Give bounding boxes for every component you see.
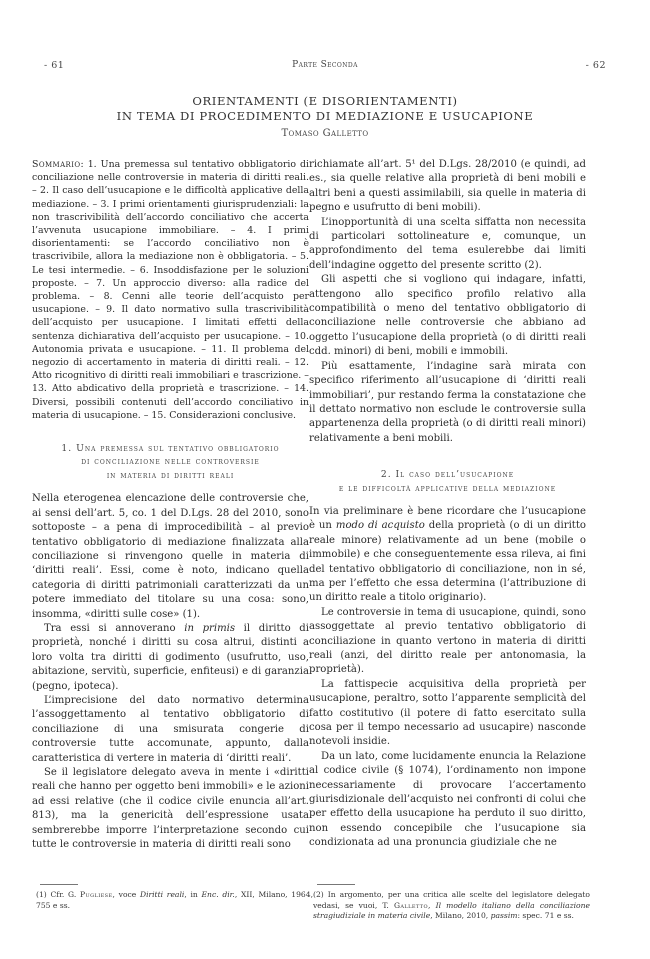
paragraph: La fattispecie acquisitiva della proprietà per usucapione, peraltro, sotto l’apparente semplicità del fatto costitutivo (il potere di fatto esercitato sulla cosa per il tempo necessario ad usucapire) nasconde notevoli insidie.	[309, 678, 586, 748]
text-run: ,	[427, 900, 436, 910]
paragraph: Più esattamente, l’indagine sarà mirata con specifico riferimento all’usucapione di ‘diritti reali immobiliari’, pur restando ferma la constatazione che il dettato normativo non esclude le controversie sulla appartenenza della proprietà (o di diritti reali minori) relativamente a beni mobili.	[309, 360, 586, 444]
emphasis: Enc. dir.	[201, 890, 235, 899]
paragraph: Le controversie in tema di usucapione, quindi, sono assoggettate al previo tentativo obbligatorio di conciliazione in quanto vertono in materia di diritti reali (anzi, del diritto reale per antonomasia, la proprietà).	[309, 606, 586, 676]
paragraph: Se il legislatore delegato aveva in mente i «diritti reali che hanno per oggetto beni immobili» e le azioni ad essi relative (che il codice civile enuncia all’art. 813), ma la genericità dell’espressione usata sembrerebbe imporre l’interpretazione secondo cui tutte le controversie in materia di diritti reali sono	[32, 767, 309, 851]
text-run: In via preliminare è bene ricordare che l’usucapione è un	[309, 505, 586, 532]
paragraph	[32, 622, 309, 694]
text-run: (1) Cfr. G.	[36, 890, 80, 899]
paragraph: Nella eterogenea elencazione delle controversie che, ai sensi dell’art. 5, co. 1 del D.Lgs. 28 del 2010, sono sottoposte – a pena di improcedibilità – al previo tentativo obbligatorio di mediazione finalizzata alla conciliazione si rinvengono quelle in materia di ‘diritti reali’. Essi, come è noto, indicano quella categoria di diritti patrimoniali caratterizzati da un potere immediato del titolare su una cosa: sono, insomma, «diritti sulle cose» (1).	[32, 493, 309, 620]
title-line-2: IN TEMA DI PROCEDIMENTO DI MEDIAZIONE E USUCAPIONE	[116, 109, 534, 123]
text-run: (2) In argomento, per una critica alle scelte del legislatore delegato vedasi, se vuoi, T.	[313, 890, 590, 910]
author-name: Pugliese	[79, 890, 113, 899]
author: Tomaso Galletto	[281, 128, 369, 139]
text-run: , XII, Milano, 1964, 755 e ss.	[36, 890, 314, 910]
heading-1-line-1: 1. Una premessa sul tentativo obbligatorio	[61, 443, 280, 455]
emphasis: modo di acquisto	[335, 520, 425, 532]
text-run: il diritto di proprietà, nonché i diritti su cosa altrui, distinti a loro volta tra diritti di godimento (usufrutto, uso, abitazione, servitù, superficie, enfiteusi) e di garanzia (pegno, ipoteca).	[32, 622, 309, 692]
heading-1-line-3: in materia di diritti reali	[106, 469, 235, 481]
section-heading-1	[32, 442, 309, 482]
page-number-right: - 62	[585, 60, 606, 71]
paragraph: Da un lato, come lucidamente enuncia la Relazione al codice civile (§ 1074), l’ordinamento non impone necessariamente di provocare l’accertamento giurisdizionale dell’acquisto nei confronti di colui che per effetto della usucapione ha perduto il suo diritto, non essendo concepibile che l’usucapione sia condizionata ad una pronuncia giudiziale che ne	[309, 750, 586, 849]
heading-2-line-2: e le difficoltà applicative della mediazione	[338, 482, 557, 494]
paragraph: L’imprecisione del dato normativo determina l’assoggettamento al tentativo obbligatorio di conciliazione di una smisurata congerie di controversie tutte accomunate, appunto, dalla caratteristica di vertere in materia di ‘diritti reali’.	[32, 694, 309, 764]
right-column	[309, 158, 586, 851]
text-run: , Milano, 2010,	[430, 911, 491, 921]
heading-1-line-2: di conciliazione nelle controversie	[81, 456, 260, 468]
title-line-1: ORIENTAMENTI (E DISORIENTAMENTI)	[192, 94, 458, 108]
paragraph	[309, 505, 586, 606]
author-name: Galletto	[393, 900, 428, 910]
text-run: Tra essi si annoverano	[44, 622, 185, 634]
summary-text: : 1. Una premessa sul tentativo obbligatorio di conciliazione nelle controversie in materia di diritti reali. – 2. Il caso dell’usucapione e le difficoltà applicative della mediazione. – 3. I primi orientamenti giurisprudenziali: la non trascrivibilità dell’accordo conciliativo che accerta l’avvenuta usucapione immobiliare. – 4. I primi disorientamenti: se l’accordo conciliativo non è trascrivibile, allora la mediazione non è obbligatoria. – 5. Le tesi intermedie. – 6. Insoddisfazione per le soluzioni proposte. – 7. Un approccio diverso: alla radice del problema. – 8. Cenni alle teorie dell’acquisto per usucapione. – 9. Il dato normativo sulla trascrivibilità dell’acquisto per usucapione. I limitati effetti della sentenza dichiarativa dell’acquisto per usucapione. – 10. Autonomia privata e usucapione. – 11. Il problema del negozio di accertamento in materia di diritti reali. – 12. Atto ricognitivo di diritti reali immobiliari e trascrizione. – 13. Atto abdicativo della proprietà e trascrizione. – 14. Diversi, possibili contenuti dell’accordo conciliativo in materia di usucapione. – 15. Considerazioni conclusive.	[32, 159, 309, 421]
summary-label: Sommario	[32, 159, 81, 170]
footnote-1	[36, 890, 313, 911]
footnote-divider	[317, 884, 355, 885]
text-run: : spec. 71 e ss.	[517, 911, 574, 921]
footnote-2	[313, 890, 590, 922]
emphasis: in primis	[184, 622, 236, 634]
paragraph: L’inopportunità di una scelta siffatta non necessita di particolari sottolineature e, comunque, un approfondimento del tema esulerebbe dai limiti dell’indagine oggetto del presente scritto (2).	[309, 216, 586, 271]
text-run: , voce	[112, 890, 140, 899]
section-heading-2	[309, 468, 586, 495]
paragraph: richiamate all’art. 5¹ del D.Lgs. 28/2010 (e quindi, ad es., sia quelle relative alla proprietà di beni mobili e altri beni a questi assimilabili, sia quelle in materia di pegno e usufrutto di beni mobili).	[309, 159, 586, 214]
summary	[32, 158, 309, 422]
text-run: , in	[184, 890, 202, 899]
emphasis: Il modello italiano della conciliazione stragiudiziale in materia civile	[313, 900, 591, 921]
paragraph: Gli aspetti che si vogliono qui indagare, infatti, attengono allo specifico profilo relativo alla compatibilità o meno del tentativo obbligatorio di conciliazione nelle controversie che abbiano ad oggetto l’usucapione della proprietà (o di diritti reali cdd. minori) di beni, mobili e immobili.	[309, 274, 586, 358]
page-number-left: - 61	[44, 60, 65, 71]
running-header: Parte Seconda	[292, 60, 358, 70]
article-title	[60, 94, 590, 124]
emphasis: passim	[490, 911, 518, 921]
heading-2-line-1: 2. Il caso dell’usucapione	[380, 469, 515, 481]
emphasis: Diritti reali	[139, 890, 185, 899]
footnote-divider	[40, 884, 78, 885]
text-run: della proprietà (o di un diritto reale minore) relativamente ad un bene (mobile o immobile) e che conseguentemente essa rileva, ai fini del tentativo obbligatorio di conciliazione, non in sé, ma per l’effetto che essa determina (l’attribuzione di un diritto reale a titolo originario).	[309, 520, 586, 604]
left-column	[32, 158, 309, 852]
